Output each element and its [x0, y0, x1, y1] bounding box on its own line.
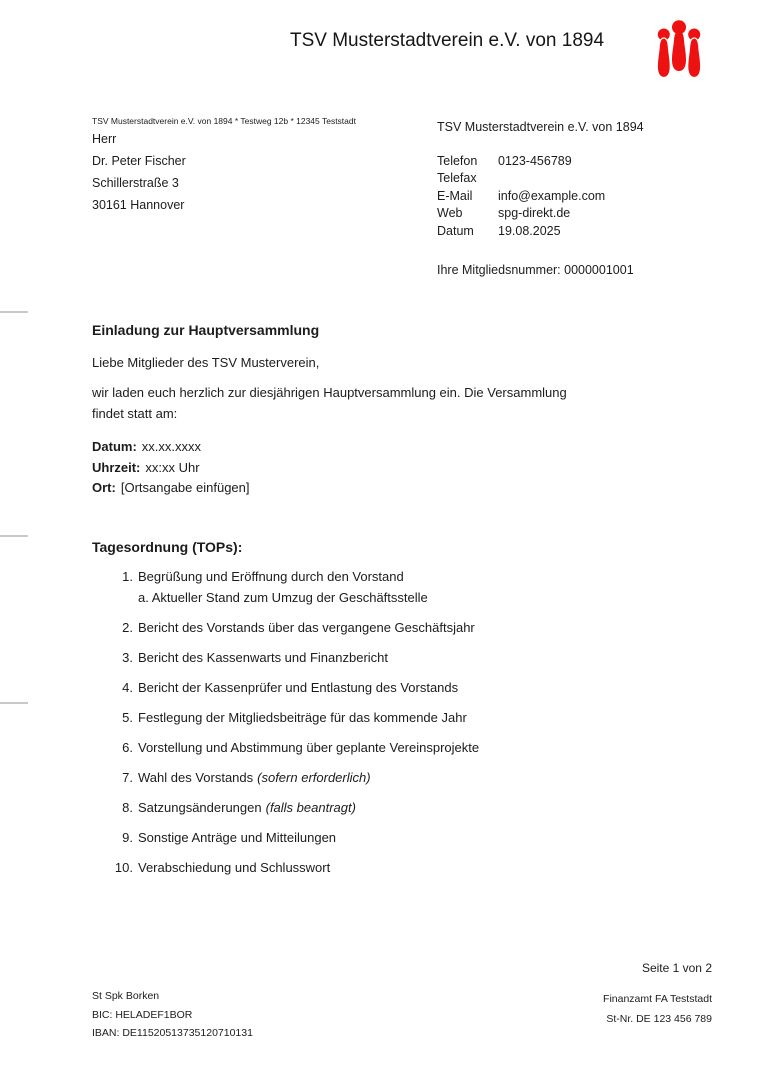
- club-logo-icon: [653, 20, 705, 80]
- agenda-item: [92, 797, 677, 818]
- detail-value: xx:xx Uhr: [145, 459, 200, 475]
- agenda-item-number: 8.: [122, 799, 133, 815]
- detail-label: Ort:: [92, 480, 116, 495]
- contact-label: Telefax: [437, 171, 477, 186]
- letter-body: [92, 322, 677, 887]
- agenda-item-text: Festlegung der Mitgliedsbeiträge für das kommende Jahr: [138, 709, 467, 725]
- intro-paragraph: [92, 382, 677, 424]
- contact-label: Datum: [437, 223, 474, 238]
- tax-office: Finanzamt FA Teststadt: [603, 993, 712, 1005]
- contact-label: Web: [437, 206, 463, 221]
- agenda-item: [92, 677, 677, 698]
- agenda-item-note: (falls beantragt): [265, 799, 356, 815]
- agenda-item-text: Sonstige Anträge und Mitteilungen: [138, 829, 337, 845]
- detail-row: [92, 458, 677, 479]
- agenda-item-number: 6.: [122, 739, 133, 755]
- detail-value: [Ortsangabe einfügen]: [120, 480, 250, 495]
- recipient-line: Dr. Peter Fischer: [92, 154, 186, 168]
- detail-row: [92, 478, 677, 499]
- agenda-item-text: Wahl des Vorstands: [138, 769, 254, 785]
- agenda-item-number: 3.: [122, 649, 133, 665]
- bank-bic: BIC: HELADEF1BOR: [92, 1008, 193, 1021]
- contact-value: 0123-456789: [498, 154, 572, 168]
- fold-mark: [0, 535, 28, 537]
- tax-number: St-Nr. DE 123 456 789: [606, 1013, 712, 1025]
- agenda-item-text: Verabschiedung und Schlusswort: [138, 859, 331, 875]
- sender-return-line: TSV Musterstadtverein e.V. von 1894 * Testweg 12b * 12345 Teststadt: [92, 116, 356, 126]
- bank-name: St Spk Borken: [92, 990, 160, 1002]
- contact-row: [437, 188, 605, 205]
- agenda-item-number: 4.: [122, 679, 133, 695]
- contact-label: E-Mail: [437, 188, 473, 203]
- agenda-item-number: 7.: [122, 769, 133, 785]
- agenda-item: [92, 707, 677, 728]
- agenda-item: [92, 857, 677, 878]
- detail-label: Datum:: [92, 439, 137, 454]
- bank-details: [92, 987, 253, 1043]
- detail-label: Uhrzeit:: [92, 459, 141, 475]
- contact-label: Telefon: [437, 154, 478, 168]
- recipient-line: 30161 Hannover: [92, 198, 185, 212]
- recipient-line: Schillerstraße 3: [92, 176, 179, 190]
- page-indicator: Seite 1 von 2: [641, 961, 712, 975]
- tax-details: [603, 989, 712, 1029]
- recipient-line: Herr: [92, 132, 117, 146]
- contact-block: [437, 153, 605, 240]
- intro-line: wir laden euch herzlich zur diesjährigen Hauptversammlung ein. Die Versammlung: [92, 385, 567, 400]
- fold-mark: [0, 702, 28, 704]
- agenda-item-note: (sofern erforderlich): [257, 769, 371, 785]
- contact-row: [437, 205, 605, 222]
- letter-heading: Einladung zur Hauptversammlung: [92, 322, 320, 338]
- agenda-item-text: Vorstellung und Abstimmung über geplante Vereinsprojekte: [138, 739, 480, 755]
- bank-iban: IBAN: DE11520513735120710131: [92, 1027, 253, 1039]
- agenda-item-number: 2.: [122, 619, 133, 635]
- contact-value: spg-direkt.de: [498, 206, 571, 221]
- agenda-item: [92, 566, 677, 608]
- contact-row: [437, 170, 605, 187]
- agenda-item: [92, 767, 677, 788]
- agenda-item-text: Bericht des Kassenwarts und Finanzbericht: [138, 649, 389, 665]
- agenda-subitem-text: a. Aktueller Stand zum Umzug der Geschäftsstelle: [138, 589, 428, 605]
- recipient-address: [92, 128, 186, 216]
- agenda-list: [92, 566, 677, 878]
- detail-value: xx.xx.xxxx: [141, 439, 202, 454]
- salutation: Liebe Mitglieder des TSV Musterverein,: [92, 355, 320, 370]
- contact-row: [437, 223, 605, 240]
- agenda-item: [92, 737, 677, 758]
- page-title: TSV Musterstadtverein e.V. von 1894: [290, 30, 605, 51]
- event-details: [92, 437, 677, 499]
- contact-row: [437, 153, 605, 170]
- org-name: TSV Musterstadtverein e.V. von 1894: [437, 120, 644, 134]
- agenda-item-number: 1.: [122, 568, 133, 584]
- fold-mark: [0, 311, 28, 313]
- agenda-item: [92, 617, 677, 638]
- agenda-item-number: 5.: [122, 709, 133, 725]
- intro-line: findet statt am:: [92, 406, 178, 421]
- agenda-item: [92, 647, 677, 668]
- agenda-item-number: 10.: [114, 859, 133, 875]
- contact-value: info@example.com: [498, 188, 606, 203]
- membership-number: Ihre Mitgliedsnummer: 0000001001: [437, 263, 634, 277]
- agenda-item-text: Bericht der Kassenprüfer und Entlastung des Vorstands: [138, 679, 459, 695]
- agenda-heading: Tagesordnung (TOPs):: [92, 538, 243, 555]
- agenda-item-text: Begrüßung und Eröffnung durch den Vorstand: [138, 568, 404, 584]
- agenda-item-text: Satzungsänderungen: [138, 799, 262, 815]
- agenda-item-number: 9.: [122, 829, 133, 845]
- agenda-item: [92, 827, 677, 848]
- contact-value: 19.08.2025: [498, 223, 561, 238]
- agenda-item-text: Bericht des Vorstands über das vergangene Geschäftsjahr: [138, 619, 475, 635]
- detail-row: [92, 437, 677, 458]
